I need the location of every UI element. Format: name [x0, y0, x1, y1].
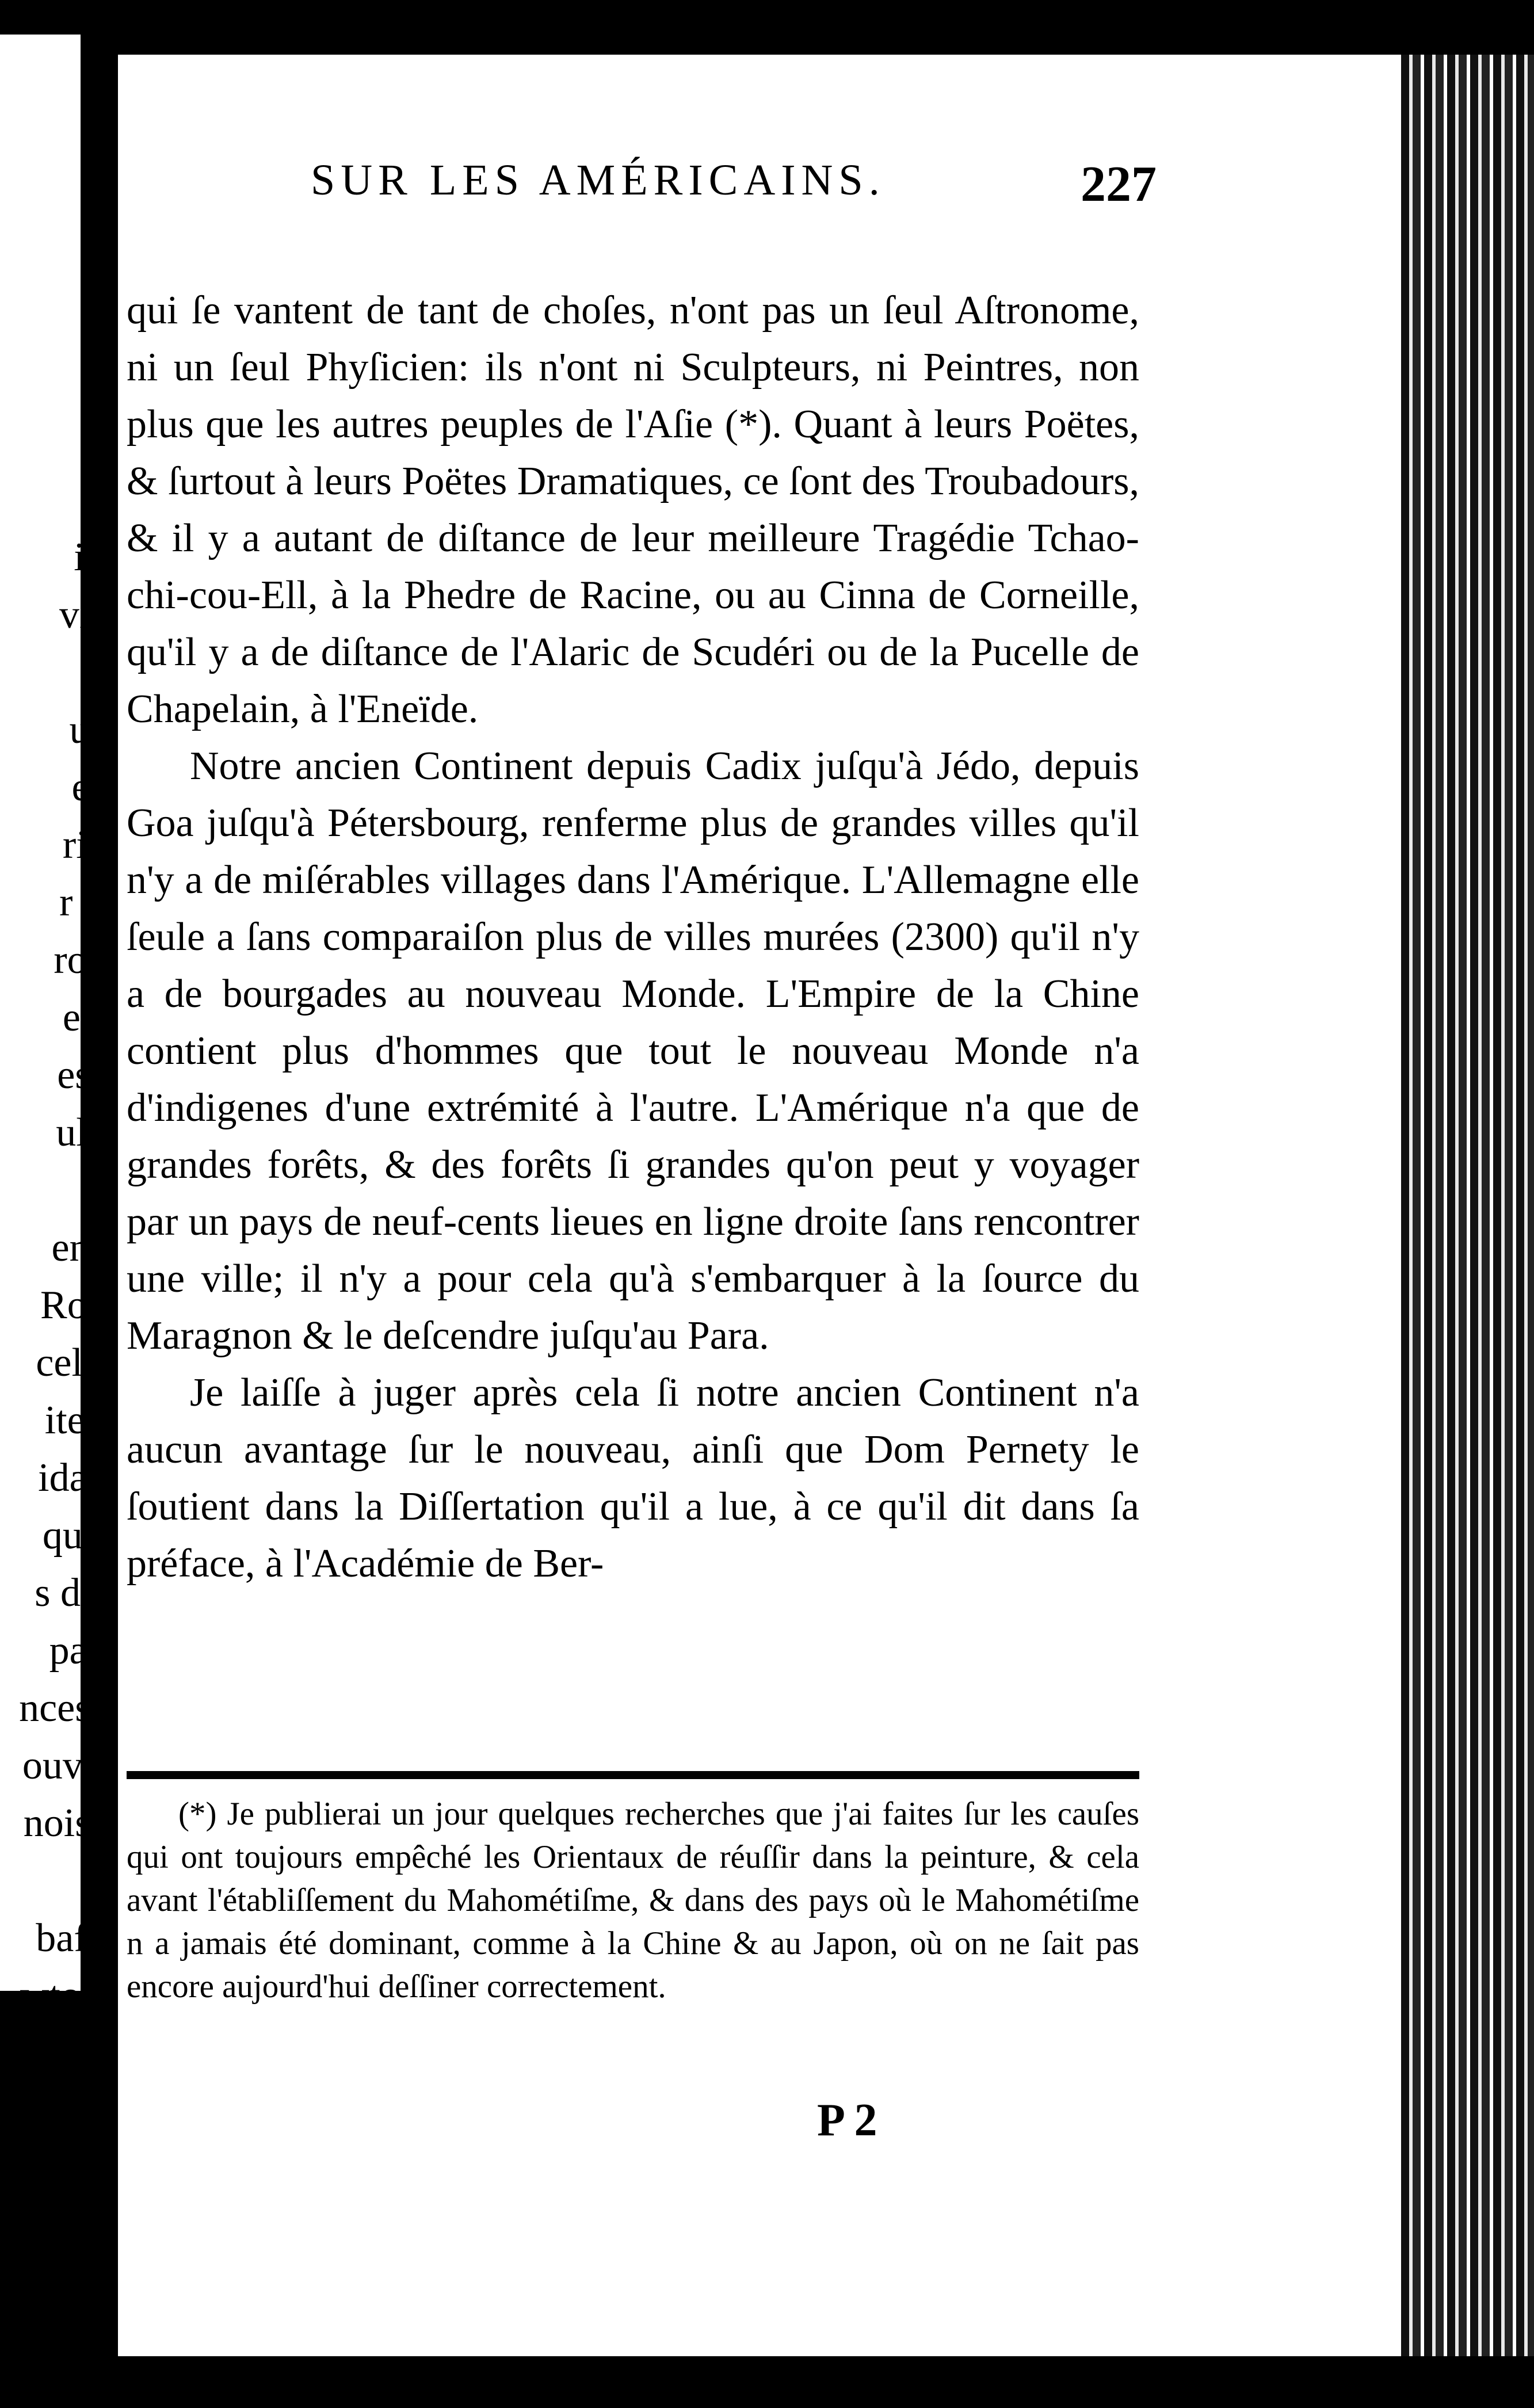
main-text	[127, 282, 1139, 1592]
facing-page-fragment: ul-	[56, 1110, 101, 1155]
footnote-rule	[127, 1771, 1139, 1779]
facing-page-fragment: ri-	[62, 823, 101, 867]
footnote: (*) Je publierai un jour quelques recherches que j'ai faites ſur les cauſes qui ont toujours empêché les Orientaux de réuſſir dans la peinture, & cela avant l'établiſſement du Mahométiſme, & dans des pays où le Mahométiſme n a jamais été dominant, comme à la Chine & au Japon, où on ne ſait pas encore aujourd'hui deſſiner correctement.	[127, 1796, 1139, 2005]
facing-page-fragment: que	[42, 1513, 101, 1558]
running-title: SUR LES AMÉRICAINS.	[311, 156, 886, 204]
book-gutter	[1401, 55, 1534, 2356]
facing-page-fragment: r	[87, 247, 101, 292]
facing-page-fragment: e	[82, 478, 101, 522]
facing-page-fragment: ui	[69, 708, 101, 752]
facing-page-fragment: nois,	[23, 1801, 101, 1845]
facing-page-fragment: cela	[36, 1341, 101, 1385]
paragraph-1: qui ſe vantent de tant de choſes, n'ont pas un ſeul Aſtronome, ni un ſeul Phyſicien: ils n'ont ni Sculpteurs, ni Peintres, non plus que les autres peuples de l'Aſie (*). Quant à leurs Poëtes, & ſurtout à leurs Poëtes Dramatiques, ce ſont des Troubadours, & il y a autant de diſtance de leur meilleure Tragédie Tchao-chi-cou-Ell, à la Phedre de Racine, ou au Cinna de Corneille, qu'il y a de diſtance de l'Alaric de Scudéri ou de la Pucelle de Chapelain, à l'Eneïde.	[127, 288, 1139, 731]
facing-page-fragment: ida-	[38, 1456, 101, 1500]
facing-page-fragment: s du	[35, 1571, 101, 1615]
facing-page-fragment: ites	[44, 1398, 101, 1442]
facing-page-fragment: ent	[51, 1226, 101, 1270]
facing-page-fragment: vi.	[59, 593, 101, 637]
facing-page-fragment	[0, 1853, 101, 1910]
facing-page-fragment: baf-	[36, 1916, 101, 1960]
facing-page-fragments	[0, 242, 101, 2025]
facing-page-fragment: Ro-	[40, 1283, 101, 1327]
facing-page-fragment: ro-	[54, 938, 101, 982]
facing-page-fragment	[0, 299, 101, 357]
page-number: 227	[1081, 157, 1157, 212]
signature-mark: P 2	[817, 2095, 877, 2146]
running-header	[144, 155, 1157, 219]
facing-page-fragment	[0, 644, 101, 702]
paragraph-3: Je laiſſe à juger après cela ſi notre ancien Continent n'a aucun avantage ſur le nouveau, ainſi que Dom Pernety le ſoutient dans la Diſſertation qu'il a lue, à ce qu'il dit dans ſa préface, à l'Académie de Ber-	[127, 1371, 1139, 1586]
facing-page-fragment: nces.	[19, 1686, 101, 1730]
facing-page-fragment: wton	[20, 1974, 101, 2018]
facing-page-fragment	[0, 1162, 101, 1220]
facing-page-fragment: u	[81, 420, 101, 464]
facing-page-fragment: par	[49, 1628, 101, 1673]
facing-page-fragment: es,	[57, 1053, 101, 1097]
facing-page-fragment: r à	[59, 880, 101, 925]
facing-page-fragment: en	[62, 995, 101, 1040]
paragraph-2: Notre ancien Continent depuis Cadix juſqu'à Jédo, depuis Goa juſqu'à Pétersbourg, renferme plus de grandes villes qu'il n'y a de miſérables villages dans l'Amérique. L'Allemagne elle ſeule a ſans comparaiſon plus de villes murées (2300) qu'il n'y a de bourgades au nouveau Monde. L'Empire de la Chine contient plus d'hommes que tout le nouveau Monde n'a d'indigenes d'une extrémité à l'autre. L'Amérique n'a que de grandes forêts, & des forêts ſi grandes qu'on peut y voyager par un pays de neuf-cents lieues en ligne droite ſans rencontrer une ville; il n'y a pour cela qu'à s'embarquer à la ſource du Maragnon & le deſcendre juſqu'au Para.	[127, 744, 1139, 1358]
facing-page-fragment: is	[74, 535, 101, 579]
facing-page-fragment: ouve	[22, 1743, 101, 1788]
facing-page-fragment: e:	[71, 765, 101, 810]
facing-page-fragment: p	[81, 362, 101, 407]
